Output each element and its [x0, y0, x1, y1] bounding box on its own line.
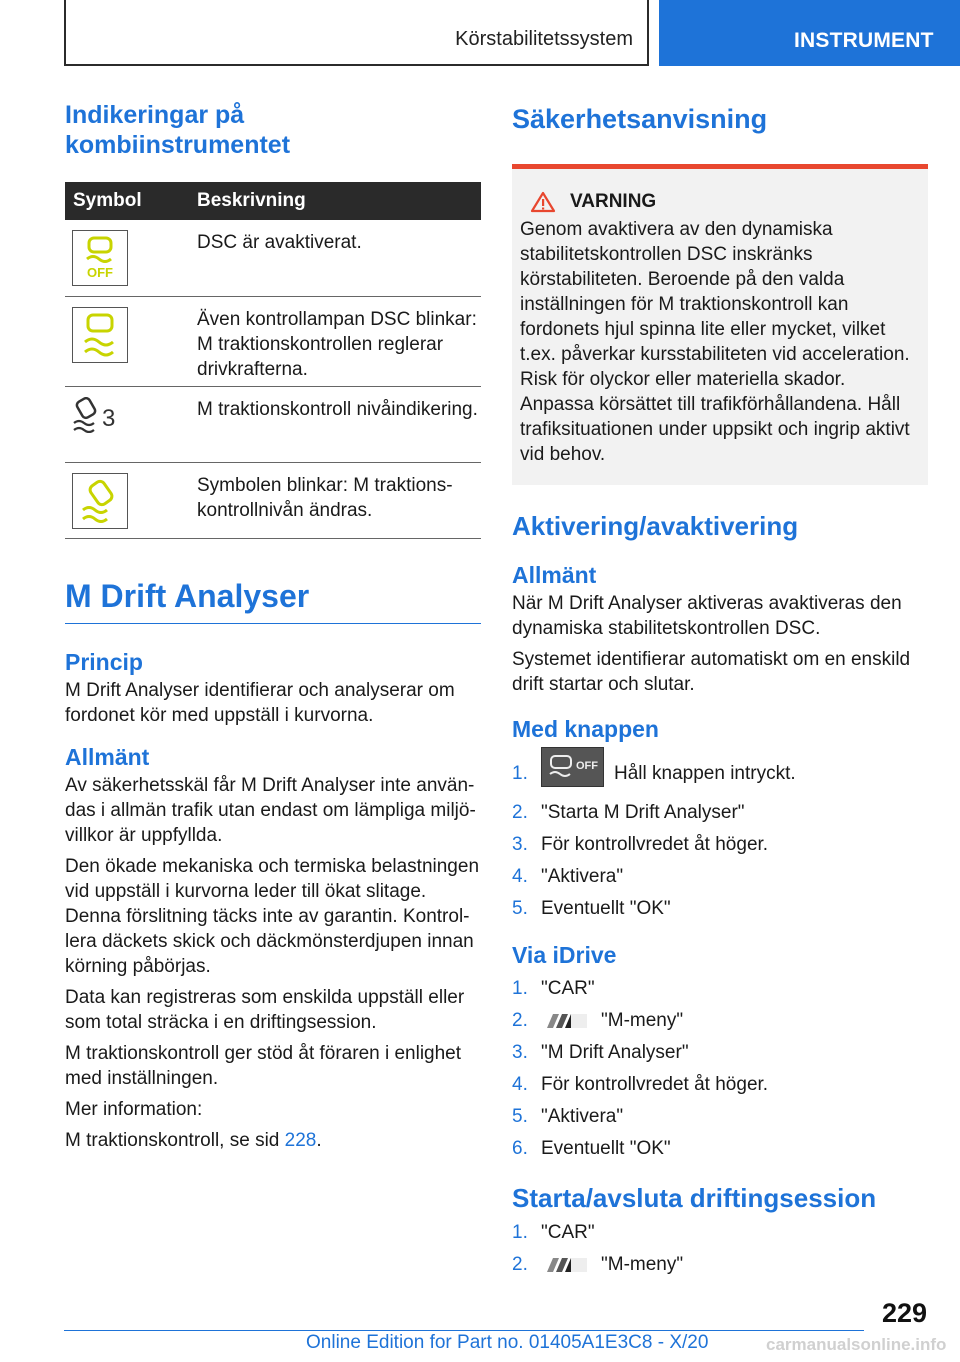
idrive-heading: Via iDrive: [512, 942, 617, 968]
traction-blink-icon: [72, 473, 128, 529]
list-item: 1. OFF Håll knappen intryckt.: [512, 753, 928, 793]
table-header-symbol: Symbol: [65, 182, 187, 220]
allmant-heading: Allmänt: [65, 743, 150, 770]
m-logo-icon: [541, 1012, 589, 1030]
table-row: [65, 462, 481, 538]
header-chapter-tab[interactable]: INSTRUMENT: [659, 0, 960, 66]
safety-heading: Säkerhetsanvisning: [512, 104, 768, 134]
footer-edition: Online Edition for Part no. 01405A1E3C8 - X/20: [306, 1332, 709, 1353]
list-item: 5. "Aktivera": [512, 1106, 624, 1127]
table-cell-description: Även kontrollampan DSC blinkar: M traktionskontrollen reglerar drivkrafterna.: [187, 296, 481, 386]
dsc-off-icon: [72, 230, 128, 286]
allmant-paragraph: Den ökade mekaniska och termiska belastningen vid uppställ i kurvorna leder till ökat slitage. Denna förslitning täcks inte av garantin. Kontrollera däckets skick och däckmönsterdjupen innan körning påbörjas.: [65, 855, 480, 977]
left-column: [65, 100, 481, 1153]
table-cell-description: Symbolen blinkar: M traktionskontrollnivån ändras.: [187, 462, 481, 538]
table-row: [65, 296, 481, 386]
cross-reference: M traktionskontroll, se sid 228.: [65, 1129, 322, 1151]
list-item: 2. "M-meny": [512, 1254, 684, 1275]
dsc-off-button-icon: [541, 747, 604, 787]
list-item: 4. För kontrollvredet åt höger.: [512, 1074, 769, 1095]
header-section-box: [64, 0, 649, 66]
table-cell-description: DSC är avaktiverat.: [187, 220, 481, 296]
table-header-description: Beskrivning: [187, 182, 481, 220]
page-link[interactable]: 228: [284, 1129, 317, 1151]
idrive-steps: [512, 976, 928, 1161]
allmant-paragraph: Av säkerhetsskäl får M Drift Analyser inte användas i allmän trafik utan endast om lämpliga miljövillkor är uppfyllda.: [65, 774, 476, 846]
footer-divider: [64, 1330, 864, 1331]
session-heading: Starta/avsluta driftingsession: [512, 1183, 877, 1213]
allmant-paragraph: Systemet identifierar automatiskt om en enskild drift startar och slutar.: [512, 649, 911, 695]
princip-heading: Princip: [65, 648, 143, 675]
list-item: 6. Eventuellt "OK": [512, 1138, 671, 1159]
allmant-heading: Allmänt: [512, 562, 597, 588]
list-item: 1. "CAR": [512, 1222, 595, 1243]
header-section-title: Körstabilitetssystem: [455, 28, 633, 50]
dsc-skid-icon: [72, 307, 128, 363]
traction-level-number: 3: [102, 404, 116, 432]
allmant-paragraph: När M Drift Analyser aktiveras avaktiveras den dynamiska stabilitetskontrollen DSC.: [512, 593, 902, 639]
indicators-heading: Indikeringar på kombiinstrumentet: [65, 101, 291, 159]
allmant-paragraph: Data kan registreras som enskilda uppställ eller som total sträcka i en driftingsession.: [65, 986, 465, 1033]
list-item: 5. Eventuellt "OK": [512, 898, 671, 919]
warning-label: VARNING: [570, 191, 657, 212]
allmant-paragraph: M traktionskontroll ger stöd åt föraren i enlighet med inställningen.: [65, 1042, 462, 1089]
m-logo-icon: [541, 1256, 589, 1274]
session-steps: [512, 1220, 928, 1277]
table-row: [65, 220, 481, 296]
table-cell-description: M traktionskontroll nivåindikering.: [187, 386, 481, 462]
list-item: 3. "M Drift Analyser": [512, 1042, 689, 1063]
warning-text: Genom avaktivera av den dynamiska stabilitetskontrollen DSC inskränks körstabiliteten. Beroende på den valda inställningen för M traktionskontroll kan fordonets hjul spinna lite eller mycket, vilket t.ex. påverkar kursstabiliteten vid acceleration. Risk för olyckor eller materiella skador. Anpassa körsättet till trafikförhållandena. Håll trafiksituationen under uppsikt och ingrip aktivt vid behov.: [520, 219, 910, 465]
knappen-heading: Med knappen: [512, 716, 659, 742]
svg-text:OFF: OFF: [87, 265, 113, 280]
mda-title: M Drift Analyser: [65, 577, 481, 624]
right-column: [512, 100, 928, 1277]
allmant-paragraph: Mer information:: [65, 1098, 203, 1120]
knappen-steps: [512, 753, 928, 921]
table-row: [65, 386, 481, 462]
traction-level-icon: [72, 397, 98, 440]
watermark: carmanualsonline.info: [766, 1335, 947, 1354]
list-item: 2. "Starta M Drift Analyser": [512, 802, 745, 823]
activation-heading: Aktivering/avaktivering: [512, 511, 799, 541]
list-item: 3. För kontrollvredet åt höger.: [512, 834, 769, 855]
warning-box: [512, 164, 928, 485]
princip-text: M Drift Analyser identifierar och analyserar om fordonet kör med uppställ i kurvorna.: [65, 679, 455, 726]
warning-triangle-icon: [530, 191, 556, 213]
symbol-table: [65, 182, 481, 539]
list-item: 2. "M-meny": [512, 1010, 684, 1031]
list-item: 4. "Aktivera": [512, 866, 624, 887]
list-item: 1. "CAR": [512, 978, 595, 999]
svg-text:OFF: OFF: [575, 760, 598, 772]
page-number: 229: [881, 1298, 927, 1328]
